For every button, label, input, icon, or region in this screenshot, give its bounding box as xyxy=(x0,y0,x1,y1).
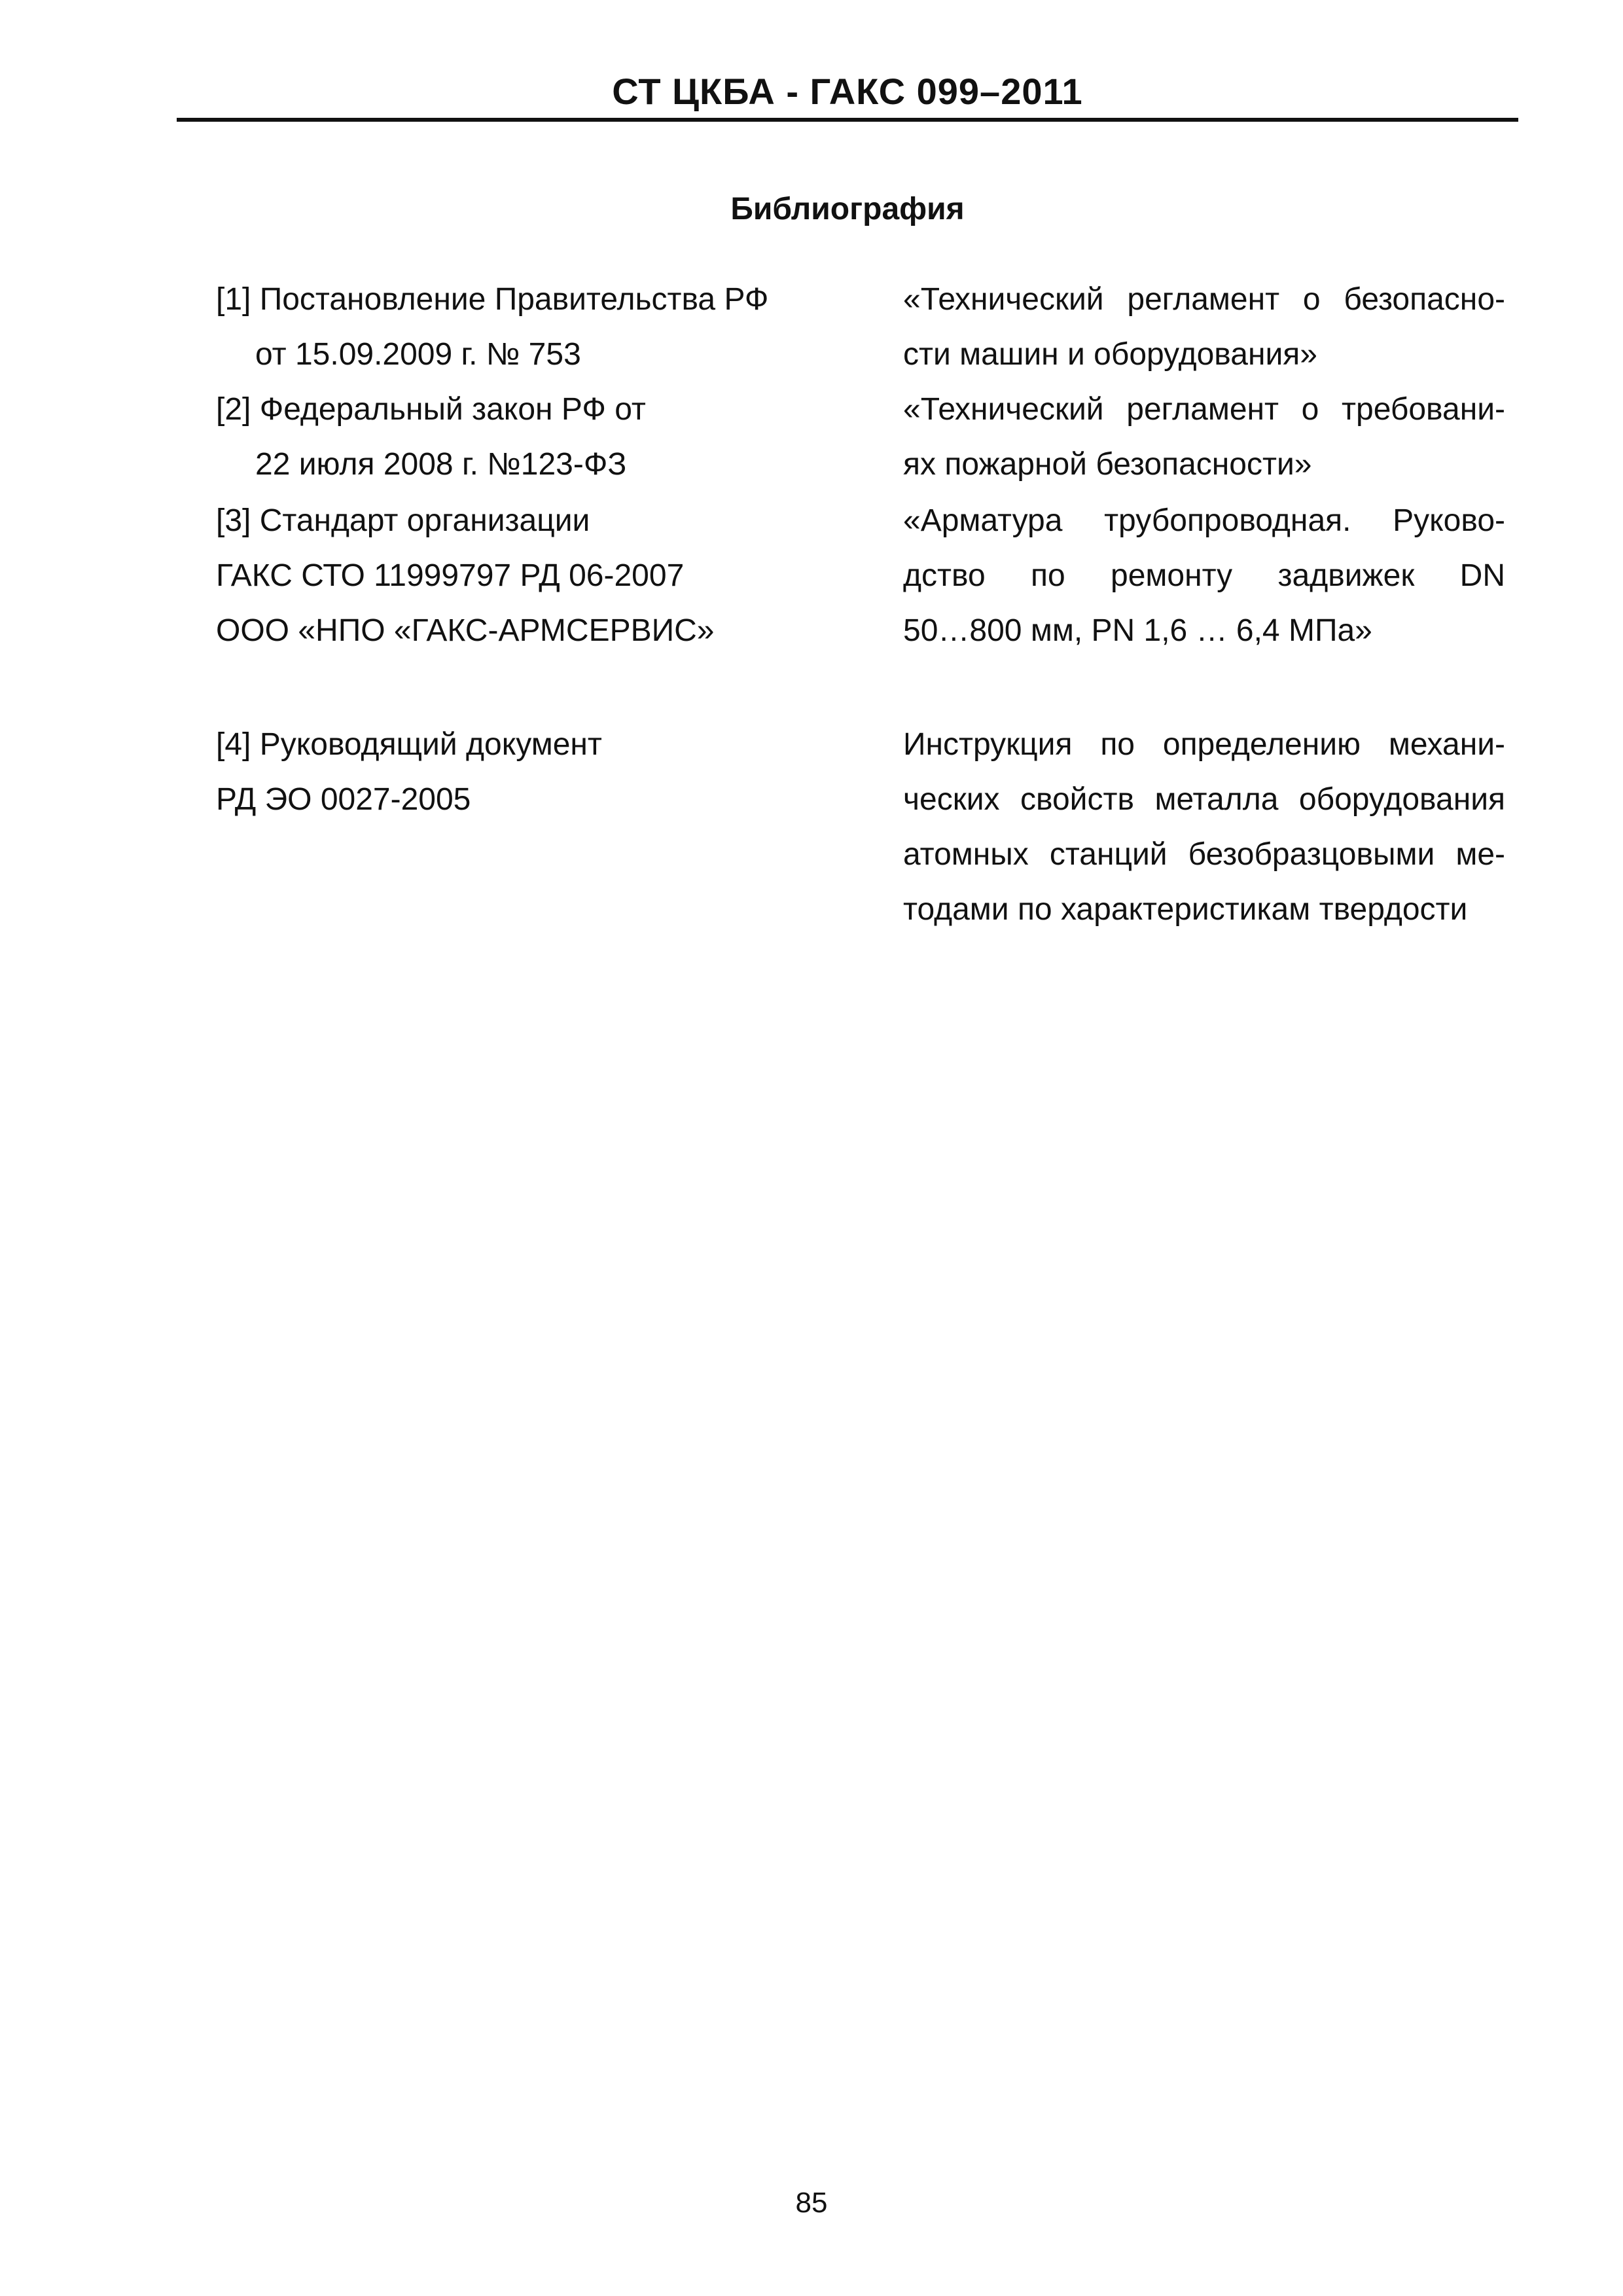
reference-3-title-line-3: 50…800 мм, PN 1,6 … 6,4 МПа» xyxy=(903,613,1372,648)
reference-4-title-line-3: атомных станций безобразцовыми ме- xyxy=(903,837,1505,872)
reference-2-source-line-2: 22 июля 2008 г. №123-ФЗ xyxy=(255,447,627,482)
reference-1-title-line-1: «Технический регламент о безопасно- xyxy=(903,282,1505,317)
reference-4-title-line-1: Инструкция по определению механи- xyxy=(903,727,1505,762)
reference-3-source-line-1: [3] Стандарт организации xyxy=(216,503,590,538)
document-code: СТ ЦКБА - ГАКС 099–2011 xyxy=(612,71,1083,112)
reference-4-source-line-1: [4] Руководящий документ xyxy=(216,727,602,762)
reference-4-title-line-4: тодами по характеристикам твердости xyxy=(903,892,1468,927)
reference-2-source-line-1: [2] Федеральный закон РФ от xyxy=(216,392,646,427)
reference-1-source-line-2: от 15.09.2009 г. № 753 xyxy=(255,337,581,372)
section-title: Библиография xyxy=(730,192,965,226)
reference-4-source-line-2: РД ЭО 0027-2005 xyxy=(216,782,471,817)
reference-3-title-line-2: дство по ремонту задвижек DN xyxy=(903,558,1505,593)
reference-1-source-line-1: [1] Постановление Правительства РФ xyxy=(216,282,769,317)
reference-3-source-line-3: ООО «НПО «ГАКС-АРМСЕРВИС» xyxy=(216,613,715,648)
reference-3-title-line-1: «Арматура трубопроводная. Руково- xyxy=(903,503,1505,538)
reference-3-source-line-2: ГАКС СТО 11999797 РД 06-2007 xyxy=(216,558,685,593)
reference-2-title-line-1: «Технический регламент о требовани- xyxy=(903,392,1505,427)
reference-2-title-line-2: ях пожарной безопасности» xyxy=(903,447,1312,482)
reference-4-title-line-2: ческих свойств металла оборудования xyxy=(903,782,1505,817)
running-header xyxy=(177,65,1518,122)
page-number: 85 xyxy=(795,2187,828,2219)
reference-1-title-line-2: сти машин и оборудования» xyxy=(903,337,1317,372)
